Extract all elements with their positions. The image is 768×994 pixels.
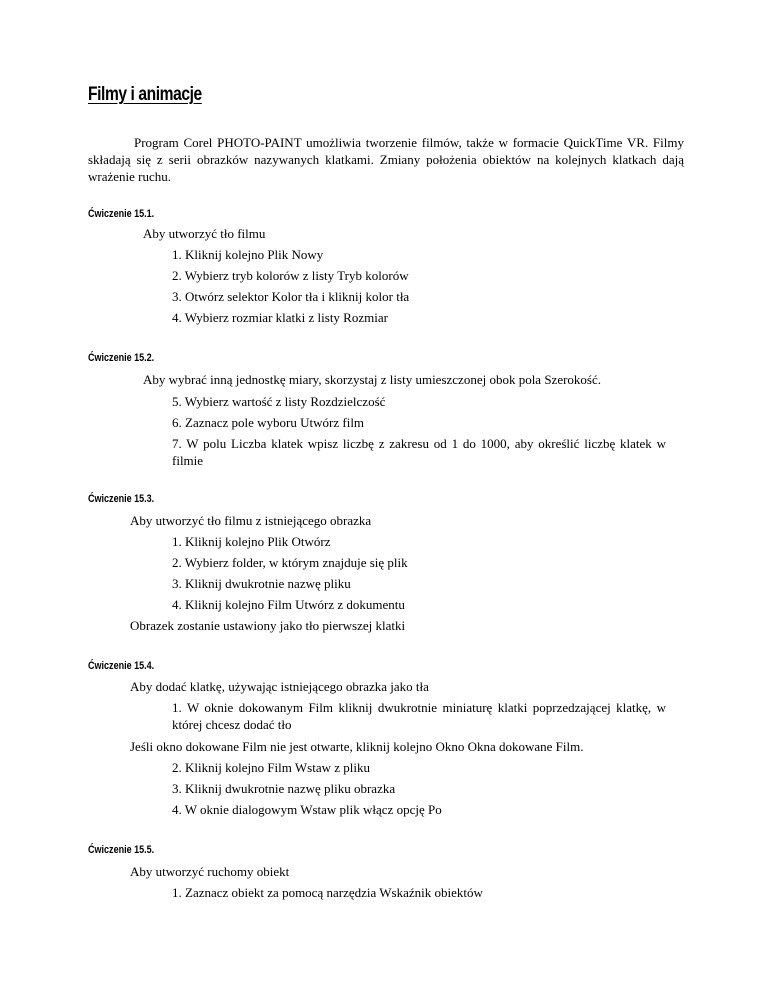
intro-paragraph: Program Corel PHOTO-PAINT umożliwia tworzenie filmów, także w formacie QuickTime VR. Filmy składają się z serii obrazków nazywanych klatkami. Zmiany położenia obiektów na kolejnych klatkach dają wrażenie ruchu. xyxy=(88,135,684,184)
step-item: 7. W polu Liczba klatek wpisz liczbę z zakresu od 1 do 1000, aby określić liczbę klatek w filmie xyxy=(172,436,666,468)
step-item: 1. Kliknij kolejno Plik Otwórz xyxy=(172,534,331,549)
step-item: 4. Wybierz rozmiar klatki z listy Rozmiar xyxy=(172,310,388,325)
step-item: 4. W oknie dialogowym Wstaw plik włącz opcję Po xyxy=(172,802,442,817)
step-item: 6. Zaznacz pole wyboru Utwórz film xyxy=(172,415,365,430)
step-item: 2. Wybierz folder, w którym znajduje się plik xyxy=(172,555,408,570)
step-item: 1. Kliknij kolejno Plik Nowy xyxy=(172,247,324,262)
step-item: 3. Kliknij dwukrotnie nazwę pliku xyxy=(172,576,351,591)
step-item: 2. Wybierz tryb kolorów z listy Tryb kolorów xyxy=(172,268,409,283)
section-heading: Ćwiczenie 15.2. xyxy=(88,352,155,364)
section-note: Obrazek zostanie ustawiony jako tło pierwszej klatki xyxy=(130,618,406,633)
section-lead: Aby utworzyć ruchomy obiekt xyxy=(130,864,290,879)
section-heading: Ćwiczenie 15.1. xyxy=(88,208,155,220)
step-item: 4. Kliknij kolejno Film Utwórz z dokumentu xyxy=(172,597,405,612)
section-lead: Aby dodać klatkę, używając istniejącego obrazka jako tła xyxy=(130,679,429,694)
section-note: Jeśli okno dokowane Film nie jest otwarte, kliknij kolejno Okno Okna dokowane Film. xyxy=(130,739,584,754)
section-heading: Ćwiczenie 15.3. xyxy=(88,493,155,505)
section-lead: Aby utworzyć tło filmu xyxy=(143,226,266,241)
section-lead: Aby utworzyć tło filmu z istniejącego obrazka xyxy=(130,513,372,528)
section-heading: Ćwiczenie 15.5. xyxy=(88,844,155,856)
step-item: 3. Kliknij dwukrotnie nazwę pliku obrazka xyxy=(172,781,396,796)
step-item: 5. Wybierz wartość z listy Rozdzielczość xyxy=(172,394,386,409)
step-item: 3. Otwórz selektor Kolor tła i kliknij kolor tła xyxy=(172,289,410,304)
step-item: 1. Zaznacz obiekt za pomocą narzędzia Wskaźnik obiektów xyxy=(172,885,483,900)
section-lead: Aby wybrać inną jednostkę miary, skorzystaj z listy umieszczonej obok pola Szerokość. xyxy=(143,372,602,387)
section-heading: Ćwiczenie 15.4. xyxy=(88,660,155,672)
step-item: 1. W oknie dokowanym Film kliknij dwukrotnie miniaturę klatki poprzedzającej klatkę, w której chcesz dodać tło xyxy=(172,700,666,732)
page-title: Filmy i animacje xyxy=(88,84,202,105)
step-item: 2. Kliknij kolejno Film Wstaw z pliku xyxy=(172,760,371,775)
